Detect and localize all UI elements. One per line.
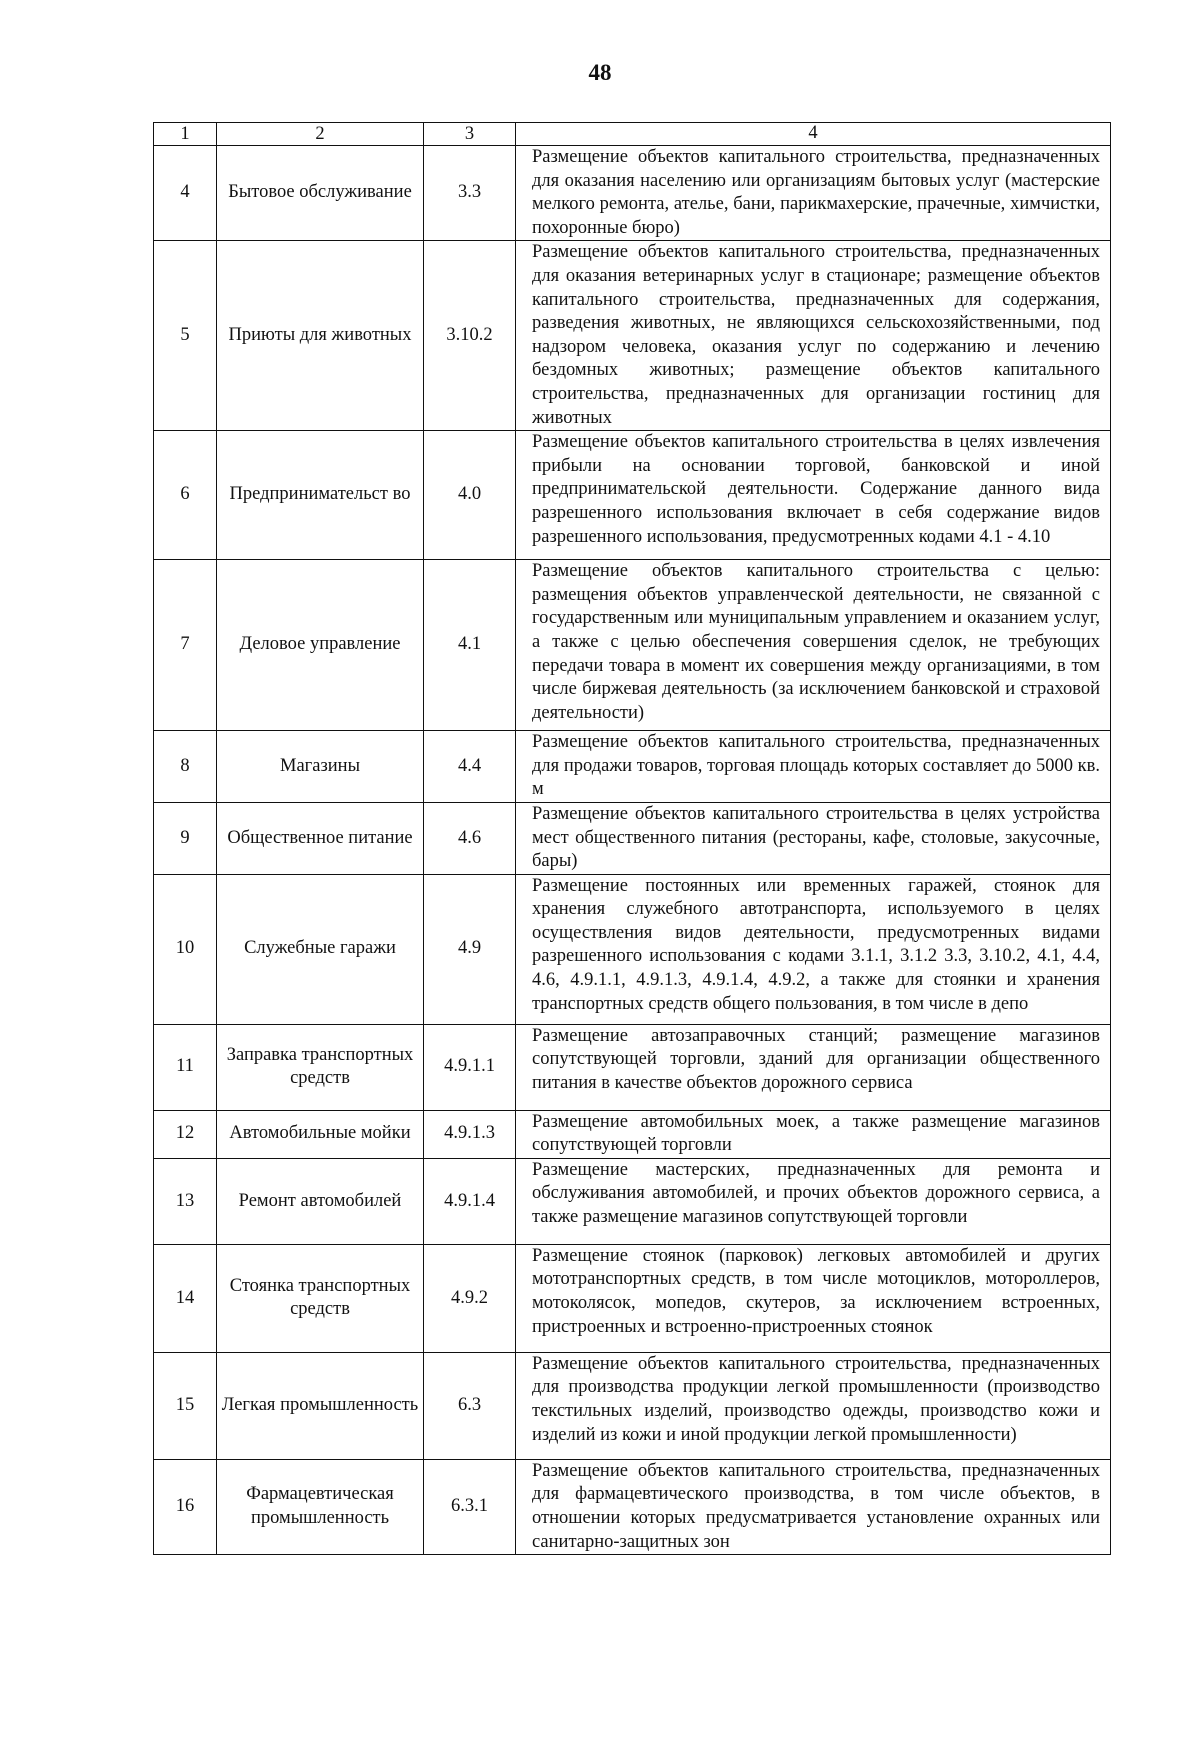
row-use-name: Фармацевтическая промышленность xyxy=(217,1459,424,1554)
row-description: Размещение объектов капитального строительства, предназначенных для оказания населению или организациям бытовых услуг (мастерские мелкого ремонта, ателье, бани, парикмахерские, прачечные, химчистки, похоронные бюро) xyxy=(516,146,1111,241)
row-use-code: 4.9.1.4 xyxy=(424,1158,516,1244)
row-use-name: Легкая промышленность xyxy=(217,1352,424,1459)
row-use-name: Стоянка транспортных средств xyxy=(217,1244,424,1352)
row-use-code: 4.9.1.1 xyxy=(424,1024,516,1110)
row-number: 10 xyxy=(154,874,217,1024)
table-row xyxy=(154,146,1111,241)
table-row xyxy=(154,241,1111,431)
page-number: 48 xyxy=(588,60,612,85)
row-number: 14 xyxy=(154,1244,217,1352)
table-row xyxy=(154,1024,1111,1110)
row-use-code: 4.1 xyxy=(424,560,516,731)
row-use-code: 3.3 xyxy=(424,146,516,241)
row-description: Размещение объектов капитального строительства в целях извлечения прибыли на основании торговой, банковской и иной предпринимательской деятельности. Содержание данного вида разрешенного использования включает в себя содержание видов разрешенного использования, предусмотренных кодами 4.1 - 4.10 xyxy=(516,431,1111,560)
land-use-table xyxy=(153,122,1111,1555)
table-row xyxy=(154,1459,1111,1554)
row-description: Размещение объектов капитального строительства, предназначенных для фармацевтического производства, в том числе объектов, в отношении которых предусматривается установление охранных или санитарно-защитных зон xyxy=(516,1459,1111,1554)
row-use-name: Магазины xyxy=(217,731,424,803)
row-number: 8 xyxy=(154,731,217,803)
row-description: Размещение объектов капитального строительства с целью: размещения объектов управленческой деятельности, не связанной с государственным или муниципальным управлением и оказанием услуг, а также с целью обеспечения совершения сделок, не требующих передачи товара в момент их совершения между организациями, в том числе биржевая деятельность (за исключением банковской и страховой деятельности) xyxy=(516,560,1111,731)
table-row xyxy=(154,1352,1111,1459)
row-use-name: Заправка транспортных средств xyxy=(217,1024,424,1110)
row-use-name: Приюты для животных xyxy=(217,241,424,431)
row-number: 7 xyxy=(154,560,217,731)
row-number: 12 xyxy=(154,1110,217,1158)
row-number: 16 xyxy=(154,1459,217,1554)
row-use-name: Деловое управление xyxy=(217,560,424,731)
row-number: 13 xyxy=(154,1158,217,1244)
header-col-2: 2 xyxy=(217,123,424,146)
row-use-name: Ремонт автомобилей xyxy=(217,1158,424,1244)
row-number: 6 xyxy=(154,431,217,560)
row-description: Размещение автомобильных моек, а также размещение магазинов сопутствующей торговли xyxy=(516,1110,1111,1158)
row-number: 9 xyxy=(154,802,217,874)
table-row xyxy=(154,1244,1111,1352)
row-number: 4 xyxy=(154,146,217,241)
row-description: Размещение объектов капитального строительства, предназначенных для производства продукции легкой промышленности (производство текстильных изделий, производство одежды, производство кожи и изделий из кожи и иной продукции легкой промышленности) xyxy=(516,1352,1111,1459)
table-row xyxy=(154,431,1111,560)
row-number: 5 xyxy=(154,241,217,431)
row-use-code: 4.9 xyxy=(424,874,516,1024)
row-use-name: Общественное питание xyxy=(217,802,424,874)
table-row xyxy=(154,874,1111,1024)
row-number: 15 xyxy=(154,1352,217,1459)
table-row xyxy=(154,731,1111,803)
row-description: Размещение автозаправочных станций; размещение магазинов сопутствующей торговли, зданий для организации общественного питания в качестве объектов дорожного сервиса xyxy=(516,1024,1111,1110)
row-use-name: Бытовое обслуживание xyxy=(217,146,424,241)
header-col-4: 4 xyxy=(516,123,1111,146)
table-row xyxy=(154,1110,1111,1158)
row-use-code: 4.9.2 xyxy=(424,1244,516,1352)
row-use-code: 4.0 xyxy=(424,431,516,560)
table-row xyxy=(154,1158,1111,1244)
row-use-name: Автомобильные мойки xyxy=(217,1110,424,1158)
row-description: Размещение мастерских, предназначенных для ремонта и обслуживания автомобилей, и прочих объектов дорожного сервиса, а также размещение магазинов сопутствующей торговли xyxy=(516,1158,1111,1244)
row-use-code: 3.10.2 xyxy=(424,241,516,431)
row-use-code: 6.3 xyxy=(424,1352,516,1459)
header-col-1: 1 xyxy=(154,123,217,146)
row-description: Размещение объектов капитального строительства, предназначенных для оказания ветеринарных услуг в стационаре; размещение объектов капитального строительства, предназначенных для содержания, разведения животных, не являющихся сельскохозяйственными, под надзором человека, оказания услуг по содержанию и лечению бездомных животных; размещение объектов капитального строительства, предназначенных для организации гостиниц для животных xyxy=(516,241,1111,431)
table-row xyxy=(154,560,1111,731)
row-use-code: 4.4 xyxy=(424,731,516,803)
row-use-code: 4.9.1.3 xyxy=(424,1110,516,1158)
row-use-name: Предпринимательст во xyxy=(217,431,424,560)
row-use-name: Служебные гаражи xyxy=(217,874,424,1024)
row-number: 11 xyxy=(154,1024,217,1110)
header-col-3: 3 xyxy=(424,123,516,146)
row-use-code: 6.3.1 xyxy=(424,1459,516,1554)
row-use-code: 4.6 xyxy=(424,802,516,874)
row-description: Размещение объектов капитального строительства в целях устройства мест общественного питания (рестораны, кафе, столовые, закусочные, бары) xyxy=(516,802,1111,874)
table-row xyxy=(154,802,1111,874)
table-header-row xyxy=(154,123,1111,146)
row-description: Размещение объектов капитального строительства, предназначенных для продажи товаров, торговая площадь которых составляет до 5000 кв. м xyxy=(516,731,1111,803)
row-description: Размещение стоянок (парковок) легковых автомобилей и других мототранспортных средств, в том числе мотоциклов, мотороллеров, мотоколясок, мопедов, скутеров, за исключением встроенных, пристроенных и встроенно-пристроенных стоянок xyxy=(516,1244,1111,1352)
row-description: Размещение постоянных или временных гаражей, стоянок для хранения служебного автотранспорта, используемого в целях осуществления видов деятельности, предусмотренных видами разрешенного использования с кодами 3.1.1, 3.1.2 3.3, 3.10.2, 4.1, 4.4, 4.6, 4.9.1.1, 4.9.1.3, 4.9.1.4, 4.9.2, а также для стоянки и хранения транспортных средств общего пользования, в том числе в депо xyxy=(516,874,1111,1024)
